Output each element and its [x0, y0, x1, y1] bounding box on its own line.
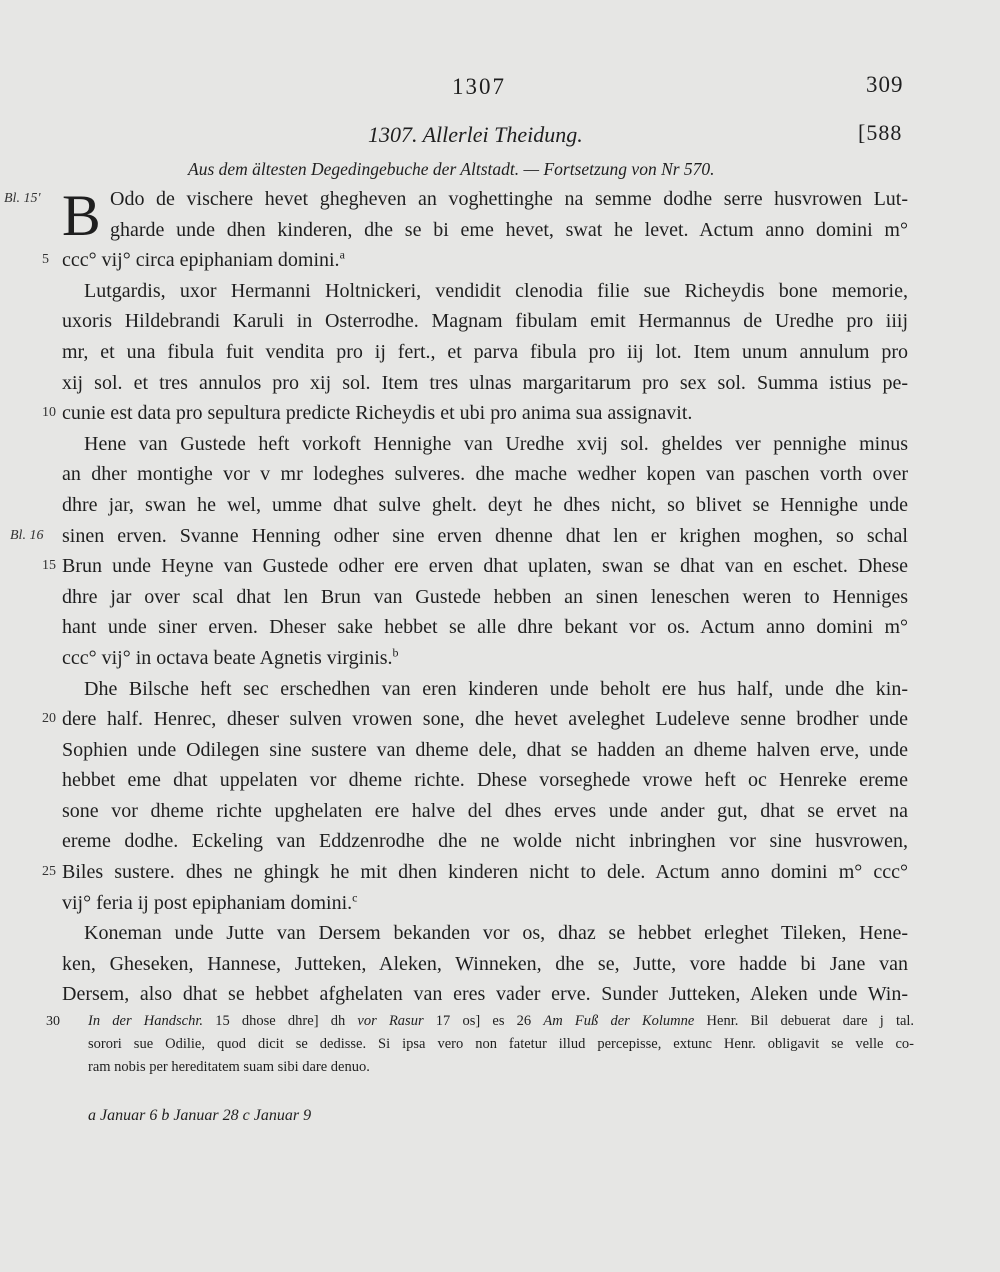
running-header-year: 1307 [452, 74, 506, 99]
text-line: ken, Gheseken, Hannese, Jutteken, Aleken, Winneken, dhe se, Jutte, vore hadde bi Jane van [62, 952, 908, 975]
text-line: ereme dodhe. Eckeling van Eddzenrodhe dhe ne wolde nicht inbringhen vor sine husvrowen, [62, 830, 908, 853]
line-number: 5 [42, 252, 49, 268]
text-line: Sophien unde Odilegen sine sustere van dheme dele, dhat se hadden an dheme halven erve, unde [62, 738, 908, 761]
text-line: hant unde siner erven. Dheser sake hebbet se alle dhre bekant vor os. Actum anno domini m° [62, 616, 908, 639]
line-number: 15 [42, 558, 56, 574]
text-line: 10 cunie est data pro sepultura predicte Richeydis et ubi pro anima sua assignavit. [62, 398, 908, 429]
text-line: Lutgardis, uxor Hermanni Holtnickeri, vendidit clenodia filie sue Richeydis bone memorie, [84, 279, 908, 302]
line-number: 10 [42, 405, 56, 421]
text-line: Dhe Bilsche heft sec erschedhen van eren kinderen unde beholt ere hus half, unde dhe kin- [84, 677, 908, 700]
text-line: Koneman unde Jutte van Dersem bekanden vor os, dhaz se hebbet erleghet Tileken, Hene- [84, 922, 908, 945]
text-line: Dersem, also dhat se hebbet afghelaten van eres vader erve. Sunder Jutteken, Aleken unde Win- [62, 983, 908, 1006]
text-line: gharde unde dhen kinderen, dhe se bi eme hevet, swat he levet. Actum anno domini m° [110, 218, 908, 241]
footnote-line: ram nobis per hereditatem suam sibi dare denuo. [88, 1059, 370, 1075]
text-line: 5 ccc° vij° circa epiphaniam domini.$^a$ [62, 245, 908, 276]
text-line: an dher montighe vor v mr lodeghes sulveres. dhe mache wedher kopen van paschen vorth over [62, 463, 908, 486]
footnote-mark-c: c [352, 890, 358, 904]
text-line: ccc° vij° in octava beate Agnetis virginis.$^b$ [62, 645, 399, 669]
drop-cap: B [62, 183, 101, 248]
footnote-line: In der Handschr. 15 dhose dhre] dh vor Rasur 17 os] es 26 Am Fuß der Kolumne Henr. Bil debuerat dare j tal. [88, 1013, 915, 1029]
text-line: 25 Biles sustere. dhes ne ghingk he mit dhen kinderen nicht to dele. Actum anno domini m° ccc° [62, 857, 908, 888]
date-notes: a Januar 6 b Januar 28 c Januar 9 [88, 1107, 312, 1124]
footnote-line: sorori sue Odilie, quod dicit se dedisse. Si ipsa vero non fatetur illud percepisse, extunc Henr. obligavit se velle co- [88, 1036, 914, 1052]
main-text [4, 183, 908, 1010]
text-line: mr, et una fibula fuit vendita pro ij fert., et parva fibula pro iij lot. Item unum annulum pro [62, 340, 908, 363]
text-line: dhre jar, swan he wel, umme dhat sulve ghelt. deyt he dhes nicht, so blivet se Hennighe unde [62, 493, 908, 516]
document-title: 1307. Allerlei Theidung. [368, 122, 583, 147]
line-number: 25 [42, 864, 56, 880]
footnote-mark-a: a [339, 247, 345, 262]
text-line: uxoris Hildebrandi Karuli in Osterrodhe. Magnam fibulam emit Hermannus de Uredhe pro iiij [62, 310, 908, 333]
text-line: 15 Brun unde Heyne van Gustede odher ere erven dhat uplaten, swan se dhat van en eschet. Dhese [62, 551, 908, 582]
text-line: 20 dere half. Henrec, dheser sulven vrowen sone, dhe hevet aveleghet Ludeleve senne brodher unde [62, 704, 908, 735]
text-line: Hene van Gustede heft vorkoft Hennighe van Uredhe xvij sol. gheldes ver pennighe minus [84, 432, 908, 455]
text-line: hebbet eme dhat uppelaten vor dheme richte. Dhese vorseghede vrowe heft oc Henreke ereme [62, 769, 908, 792]
footnotes [46, 1010, 915, 1079]
text-line: Bl. 15' Odo de vischere hevet ghegheven an voghettinghe na semme dodhe serre husvrowen Lut- [62, 184, 908, 215]
page-number: 309 [866, 72, 904, 97]
line-number: 20 [42, 711, 56, 727]
text-line: dhre jar over scal dhat len Brun van Gustede hebben an sinen leneschen weren to Henniges [62, 585, 908, 608]
document-number: [588 [858, 120, 903, 145]
margin-folio-16: Bl. 16 [10, 527, 44, 543]
text-line: xij sol. et tres annulos pro xij sol. Item tres ulnas margaritarum pro sex sol. Summa istius pe- [62, 371, 908, 394]
text-line: Bl. 16 sinen erven. Svanne Henning odher sine erven dhenne dhat len er krighen moghen, so schal [62, 521, 908, 552]
source-note: Aus dem ältesten Degedingebuche der Altstadt. — Fortsetzung von Nr 570. [188, 159, 715, 179]
text-line: vij° feria ij post epiphaniam domini.$^c$ [62, 890, 358, 914]
footnote-mark-b: b [392, 645, 399, 660]
margin-folio-15: Bl. 15' [4, 191, 41, 206]
text-line: sone vor dheme richte upghelaten ere halve del dhes erves unde ander gut, dhat se ervet na [62, 799, 908, 822]
line-number: 30 [46, 1014, 60, 1029]
